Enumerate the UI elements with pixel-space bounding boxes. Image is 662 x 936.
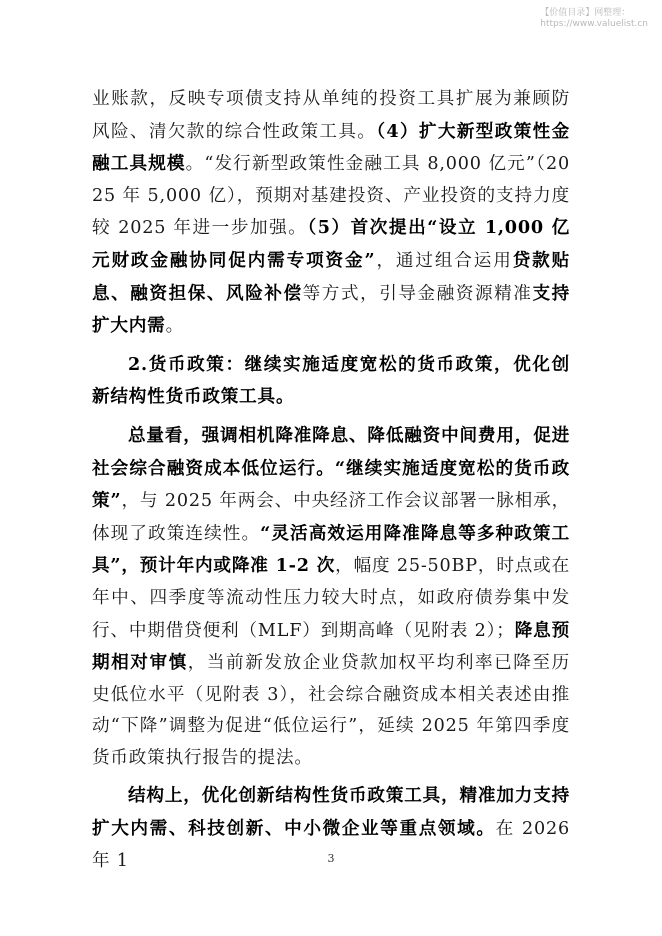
emphasized-text: 降息预期相对审慎 <box>92 619 570 674</box>
emphasized-text: 结构上，优化创新结构性货币政策工具，精准加力支持扩大内需、科技创新、中小微企业等重点领域。 <box>92 785 570 840</box>
paragraph-text: 。“发行新型政策性金融工具 8,000 亿元”（2025 年 5,000 亿），预期对基建投资、产业投资的支持力度较 2025 年进一步加强。 <box>92 154 570 239</box>
emphasized-text: 2.货币政策：继续实施适度宽松的货币政策，优化创新结构性货币政策工具。 <box>92 353 570 408</box>
watermark-line-1: 【价值目录】网整理： <box>540 8 631 18</box>
paragraph-text: ，幅度 25-50BP，时点或在年中、四季度等流动性压力较大时点，如政府债券集中发行、中期借贷便利（MLF）到期高峰（见附表 2）； <box>92 556 570 641</box>
body-paragraph <box>92 349 570 414</box>
paragraph-text: 业账款，反映专项债支持从单纯的投资工具扩展为兼顾防风险、清欠款的综合性政策工具。 <box>92 89 570 142</box>
paragraph-text: 在 2026 年 1 <box>92 819 570 871</box>
paragraph-text: ，当前新发放企业贷款加权平均利率已降至历史低位水平（见附表 3），社会综合融资成本相关表述由推动“下降”调整为促进“低位运行”，延续 2025 年第四季度货币政策执行报告的提法。 <box>92 653 570 768</box>
body-paragraph <box>92 84 570 343</box>
paragraph-text: 等方式，引导金融资源精准 <box>302 283 533 304</box>
emphasized-text: 贷款贴息、融资担保、风险补偿 <box>92 249 570 304</box>
emphasized-text: 总量看，强调相机降准降息、降低融资中间费用，促进社会综合融资成本低位运行。“继续实施适度宽松的货币政策” <box>92 424 570 512</box>
paragraph-text: ，与 2025 年两会、中央经济工作会议部署一脉相承，体现了政策连续性。 <box>92 491 570 544</box>
page-number: 3 <box>327 852 335 865</box>
emphasized-text: 支持扩大内需 <box>92 282 570 337</box>
document-body <box>92 84 570 883</box>
paragraph-text: ，通过组合运用 <box>375 250 513 271</box>
body-paragraph <box>92 420 570 775</box>
watermark <box>540 8 648 30</box>
paragraph-text: 。 <box>165 316 184 337</box>
emphasized-text: （5）首次提出“设立 1,000 亿元财政金融协同促内需专项资金” <box>92 217 570 271</box>
emphasized-text: （4）扩大新型政策性金融工具规模 <box>92 120 570 175</box>
watermark-line-2: https://www.valuelist.cn <box>540 19 648 29</box>
emphasized-text: “灵活高效运用降准降息等多种政策工具”，预计年内或降准 1-2 次 <box>92 522 570 577</box>
